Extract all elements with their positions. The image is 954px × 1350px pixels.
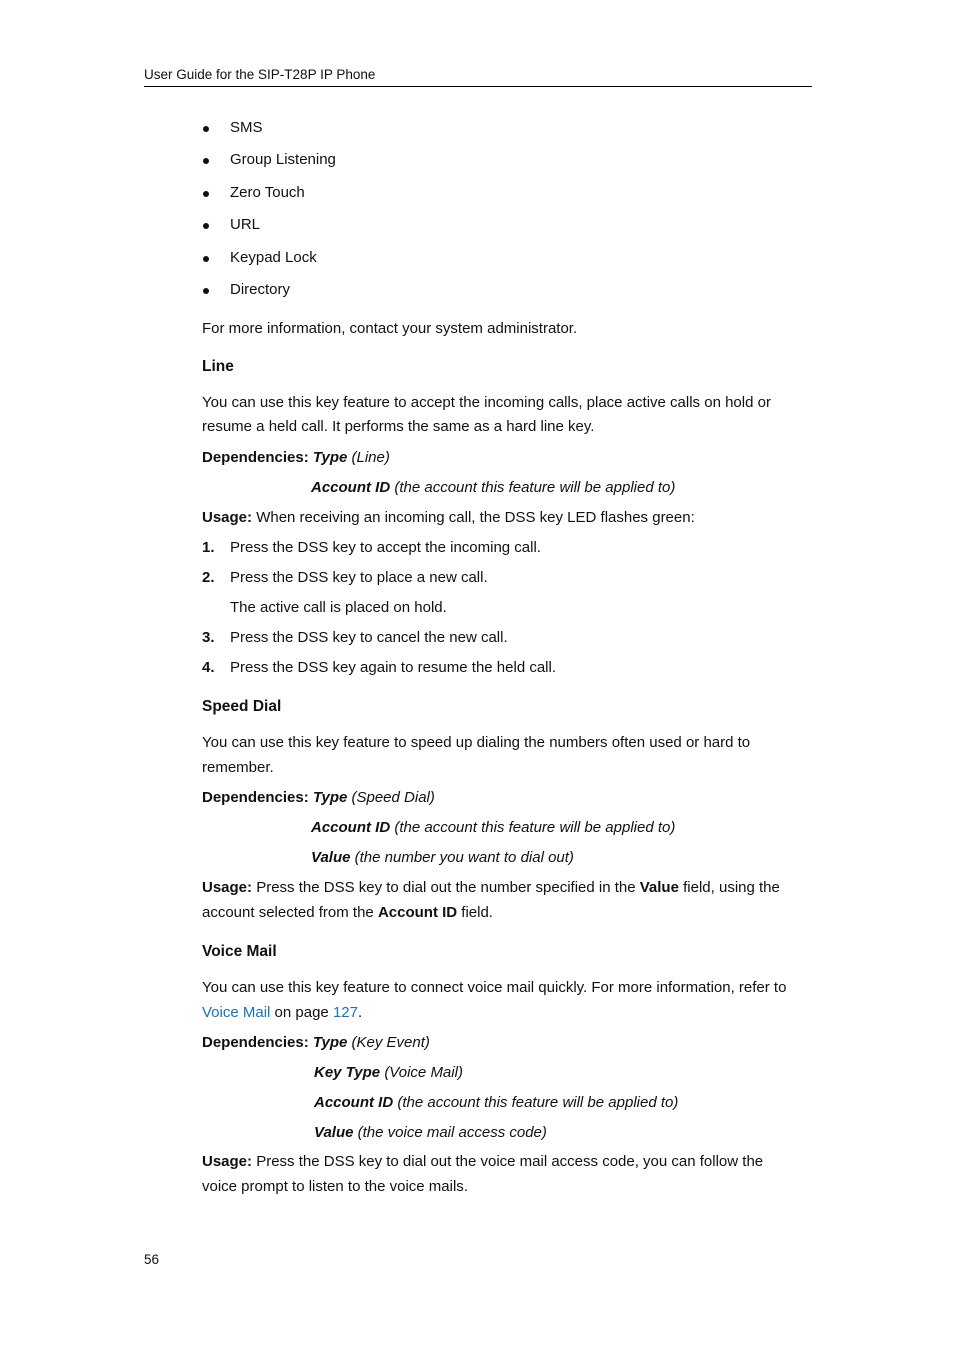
step-note: The active call is placed on hold. bbox=[230, 599, 447, 616]
voice-mail-dependency-account: Account ID (the account this feature will be applied to) bbox=[314, 1094, 679, 1111]
voice-mail-usage: Usage: Press the DSS key to dial out the voice mail access code, you can follow the bbox=[202, 1153, 764, 1170]
step-text: Press the DSS key again to resume the held call. bbox=[230, 659, 557, 676]
document-page: User Guide for the SIP-T28P IP Phone SMS Group Listening Zero Touch URL Keypad Lock Directory For more information, contact your system administrator. Line You can use this key feature to accept the incoming calls, place active calls on hold or resume a held call. It performs the same as a hard line key. Dependencies: Type (Line) Account ID (the account this feature will be applied to) Usage: When receiving an incoming call, the DSS key LED flashes green: 1. Press the DSS key to accept the incoming call. 2. Press the DSS key to place a new call. The active call is placed on hold. 3. Press the DSS key to cancel the new call. 4. Press the DSS key again to resume the held call. Speed Dial You can use this key feature to speed up dialing the numbers often used or hard to remember. Dependencies: Type (Speed Dial) Account ID (the account this feature will be applied to) Value (the number you want to dial out) Usage: Press the DSS key to dial out the number specified in the Value field, using the account selected from the Account ID field. Voice Mail You can use this key feature to connect voice mail quickly. For more information, refer to Voice Mail on page 127. Dependencies: Type (Key Event) Key Type (Voice Mail) Account ID (the account this feature will be applied to) Value (the voice mail access code) Usage: Press the DSS key to dial out the voice mail access code, you can follow the voice prompt to listen to the voice mails. 56 bbox=[0, 0, 954, 1350]
page-number: 56 bbox=[144, 1252, 160, 1267]
step-text: Press the DSS key to place a new call. bbox=[230, 569, 488, 586]
speed-dial-usage: Usage: Press the DSS key to dial out the number specified in the Value field, using the bbox=[202, 879, 780, 896]
line-description-cont: resume a held call. It performs the same as a hard line key. bbox=[202, 418, 595, 435]
voice-mail-dependency-value: Value (the voice mail access code) bbox=[314, 1124, 547, 1141]
line-dependency-account: Account ID (the account this feature will be applied to) bbox=[311, 479, 676, 496]
step-text: Press the DSS key to accept the incoming call. bbox=[230, 539, 541, 556]
voice-mail-description: You can use this key feature to connect voice mail quickly. For more information, refer to bbox=[202, 979, 787, 996]
speed-dial-dependencies: Dependencies: Type (Speed Dial) bbox=[202, 789, 435, 806]
speed-dial-description: You can use this key feature to speed up dialing the numbers often used or hard to bbox=[202, 734, 751, 751]
section-heading-speed-dial: Speed Dial bbox=[202, 698, 282, 715]
line-description: You can use this key feature to accept the incoming calls, place active calls on hold or bbox=[202, 394, 771, 411]
bullet-icon bbox=[203, 158, 209, 164]
page-link[interactable]: 127 bbox=[332, 1004, 358, 1021]
speed-dial-dependency-value: Value (the number you want to dial out) bbox=[311, 849, 574, 866]
bullet-icon bbox=[203, 223, 209, 229]
step-number: 3. bbox=[202, 629, 215, 646]
speed-dial-usage-cont: account selected from the Account ID field. bbox=[202, 904, 493, 921]
bullet-icon bbox=[203, 256, 209, 262]
step-text: Press the DSS key to cancel the new call. bbox=[230, 629, 508, 646]
intro-note: For more information, contact your system administrator. bbox=[202, 320, 578, 337]
section-heading-voice-mail: Voice Mail bbox=[202, 943, 277, 960]
step-number: 2. bbox=[202, 569, 215, 586]
voice-mail-dependencies: Dependencies: Type (Key Event) bbox=[202, 1034, 430, 1051]
line-dependencies: Dependencies: Type (Line) bbox=[202, 449, 390, 466]
voice-mail-link[interactable]: Voice Mail bbox=[202, 1004, 271, 1021]
bullet-icon bbox=[203, 191, 209, 197]
voice-mail-usage-cont: voice prompt to listen to the voice mails. bbox=[202, 1178, 468, 1195]
step-number: 1. bbox=[202, 539, 215, 556]
speed-dial-dependency-account: Account ID (the account this feature will be applied to) bbox=[311, 819, 676, 836]
bullet-icon bbox=[203, 288, 209, 294]
voice-mail-description-cont: Voice Mail on page 127. bbox=[202, 1004, 363, 1021]
bullet-icon bbox=[203, 126, 209, 132]
section-heading-line: Line bbox=[202, 358, 234, 375]
voice-mail-dependency-key-type: Key Type (Voice Mail) bbox=[314, 1064, 463, 1081]
line-usage: Usage: When receiving an incoming call, the DSS key LED flashes green: bbox=[202, 509, 695, 526]
step-number: 4. bbox=[202, 659, 215, 676]
speed-dial-description-cont: remember. bbox=[202, 759, 274, 776]
page-header: User Guide for the SIP-T28P IP Phone bbox=[144, 67, 812, 87]
